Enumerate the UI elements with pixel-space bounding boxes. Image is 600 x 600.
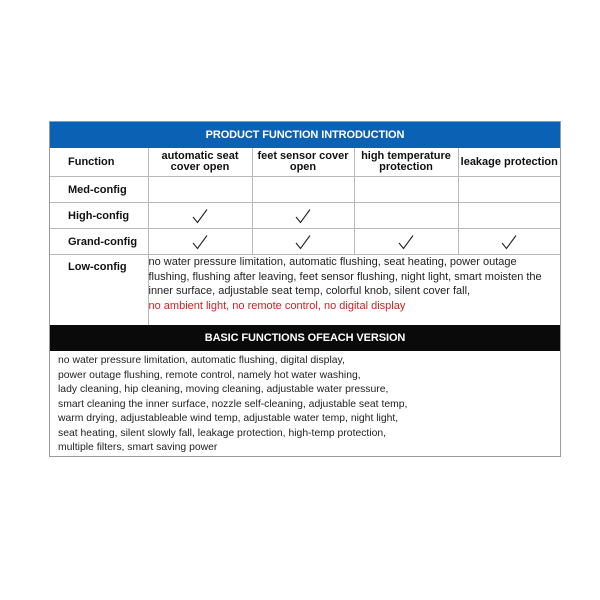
product-function-title: PRODUCT FUNCTION INTRODUCTION: [50, 122, 560, 148]
table-cell: [148, 203, 252, 229]
column-header-leakage: leakage protection: [458, 148, 560, 177]
table-cell: [354, 177, 458, 203]
basic-functions-line: no water pressure limitation, automatic flushing, digital display,: [58, 355, 345, 366]
table-cell: [458, 177, 560, 203]
table-cell: [458, 229, 560, 255]
row-label: Grand-config: [50, 229, 148, 255]
table-cell: [252, 177, 354, 203]
basic-functions-line: seat heating, silent slowly fall, leakage protection, high-temp protection,: [58, 427, 387, 439]
column-header-seat-cover: automatic seat cover open: [148, 148, 252, 177]
basic-functions-line: power outage flushing, remote control, namely hot water washing,: [58, 369, 361, 381]
table-row-low-config: [50, 255, 560, 331]
checkmark-icon: [294, 234, 312, 250]
table-cell: [354, 203, 458, 229]
checkmark-icon: [294, 208, 312, 224]
basic-functions-text: [58, 354, 554, 456]
basic-functions-line: smart cleaning the inner surface, nozzle self-cleaning, adjustable seat temp,: [58, 398, 408, 410]
column-header-high-temp: high temperature protection: [354, 148, 458, 177]
table-row: [50, 177, 560, 203]
table-cell: [354, 229, 458, 255]
table-cell: [148, 229, 252, 255]
table-cell: [148, 177, 252, 203]
function-table: [50, 148, 560, 331]
checkmark-icon: [191, 208, 209, 224]
checkmark-icon: [397, 234, 415, 250]
checkmark-icon: [500, 234, 518, 250]
row-label: Low-config: [50, 255, 148, 331]
low-config-text: no water pressure limitation, automatic flushing, seat heating, power outage flushing, flushing after leaving, feet sensor flushing, night light, smart moisten the inner surface, adjustable seat temp, colorful knob, silent cover fall,: [148, 256, 542, 297]
column-header-feet-sensor: feet sensor cover open: [252, 148, 354, 177]
table-cell: [252, 229, 354, 255]
checkmark-icon: [191, 234, 209, 250]
table-cell: [458, 203, 560, 229]
table-row: [50, 229, 560, 255]
table-row: [50, 203, 560, 229]
basic-functions-title: BASIC FUNCTIONS OFEACH VERSION: [50, 325, 560, 351]
basic-functions-line: multiple filters, smart saving power: [58, 442, 218, 453]
function-table-card: [49, 121, 561, 457]
row-label: Med-config: [50, 177, 148, 203]
low-config-features: [148, 255, 560, 331]
table-header-row: [50, 148, 560, 177]
basic-functions-line: lady cleaning, hip cleaning, moving cleaning, adjustable water pressure,: [58, 384, 389, 395]
low-config-missing-note: no ambient light, no remote control, no digital display: [148, 299, 406, 312]
basic-functions-line: warm drying, adjustableable wind temp, adjustable water temp, night light,: [58, 413, 399, 424]
row-label: High-config: [50, 203, 148, 229]
column-header-function: Function: [50, 148, 148, 177]
table-cell: [252, 203, 354, 229]
